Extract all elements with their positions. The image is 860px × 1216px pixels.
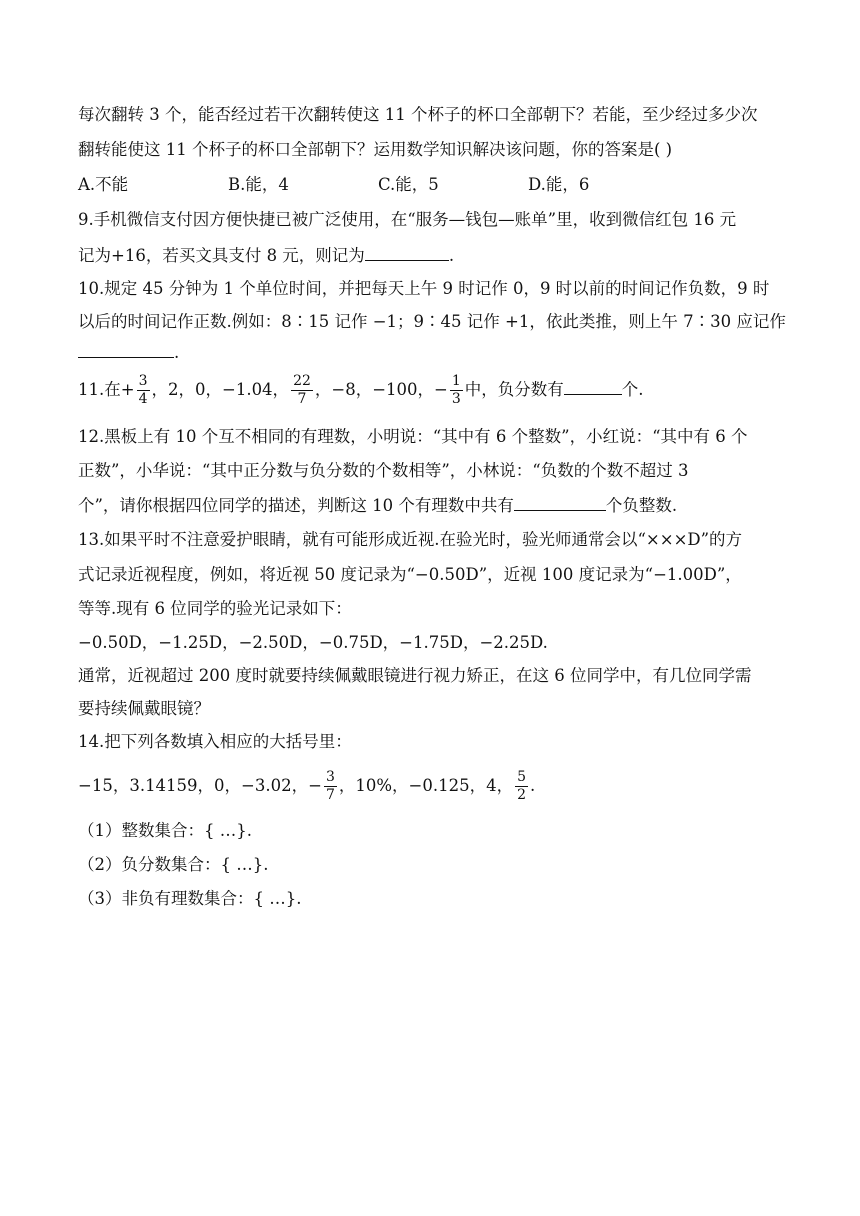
- q13-line-2: 式记录近视程度，例如，将近视 50 度记录为“−0.50D”，近视 100 度记录为“−1.00D”，: [78, 565, 742, 584]
- answer-blank: [514, 494, 606, 511]
- fraction-denominator: 3: [451, 391, 461, 407]
- fraction-numerator: 22: [293, 373, 311, 389]
- q11-suffix-end: 个.: [621, 380, 644, 399]
- fraction-5-2: [515, 769, 528, 804]
- q11-frac3-sign: −: [434, 380, 448, 399]
- q13-line-6: 要持续佩戴眼镜？: [78, 699, 210, 718]
- q8-line-1: 每次翻转 3 个，能否经过若干次翻转使这 11 个杯子的杯口全部朝下？若能，至少经过多少次: [78, 105, 758, 124]
- q13-line-5: 通常，近视超过 200 度时就要持续佩戴眼镜进行视力矫正，在这 6 位同学中，有几位同学需: [78, 666, 752, 685]
- integer-set-line: （1）整数集合：{ …}.: [78, 821, 252, 840]
- fraction-denominator: 7: [291, 390, 313, 408]
- q8-options: [78, 174, 589, 196]
- q14-frac1-sign: −: [308, 776, 322, 795]
- option-c: C.能，5: [378, 175, 439, 194]
- q11-frac1-sign: +: [120, 380, 135, 399]
- answer-blank: [365, 244, 449, 261]
- q12-line-2: 正数”，小华说：“其中正分数与负分数的个数相等”，小林说：“负数的个数不超过 3: [78, 461, 689, 480]
- fraction-numerator: 5: [517, 769, 527, 785]
- nonnegative-rational-set-line: （3）非负有理数集合：{ …}.: [78, 889, 302, 908]
- q8-line-2: 翻转能使这 11 个杯子的杯口全部朝下？运用数学知识解决该问题，你的答案是( ): [78, 140, 673, 159]
- fraction-denominator: 2: [517, 787, 527, 803]
- q12-line-3-end: 个负整数.: [605, 496, 678, 515]
- q12-line-3: [78, 494, 677, 517]
- fraction-numerator: 3: [138, 373, 148, 389]
- q10-period: .: [174, 343, 180, 362]
- q14-nums-b: ，10%，−0.125，4，: [338, 776, 514, 795]
- option-b: B.能，4: [228, 175, 289, 194]
- option-d: D.能，6: [528, 175, 590, 194]
- q11-prefix: 11.在: [78, 380, 121, 399]
- fraction-22-7: [291, 373, 313, 408]
- answer-blank: [564, 378, 622, 395]
- q13-records: −0.50D，−1.25D，−2.50D，−0.75D，−1.75D，−2.25D.: [78, 633, 548, 652]
- fraction-3-7: [324, 769, 337, 804]
- q10-line-3: [78, 341, 179, 364]
- q14-line-1: 14.把下列各数填入相应的大括号里：: [78, 732, 352, 751]
- fraction-numerator: 3: [325, 769, 335, 785]
- q11-suffix: 中，负分数有: [464, 380, 564, 399]
- q9-line-2-text: 记为+16，若买文具支付 8 元，则记为: [78, 246, 365, 265]
- q13-line-1: 13.如果平时不注意爱护眼睛，就有可能形成近视.在验光时，验光师通常会以“×××D”的方: [78, 530, 743, 549]
- q9-line-1: 9.手机微信支付因方便快捷已被广泛使用，在“服务—钱包—账单”里，收到微信红包 16 元: [78, 210, 737, 229]
- q13-line-3: 等等.现有 6 位同学的验光记录如下：: [78, 599, 352, 618]
- q9-period: .: [448, 246, 455, 265]
- q11-mid-1: ，2，0，−1.04，: [151, 380, 290, 399]
- q10-line-1: 10.规定 45 分钟为 1 个单位时间，并把每天上午 9 时记作 0，9 时以前的时间记作负数，9 时: [78, 279, 770, 298]
- answer-blank: [78, 341, 174, 358]
- q14-nums-end: .: [530, 776, 536, 795]
- q11-line: [78, 368, 644, 412]
- fraction-denominator: 7: [325, 787, 335, 803]
- fraction-3-4: [137, 373, 150, 408]
- q14-numbers: [78, 764, 535, 808]
- negative-fraction-set-line: （2）负分数集合：{ …}.: [78, 855, 269, 874]
- q10-line-2: 以后的时间记作正数.例如：8∶15 记作 −1；9∶45 记作 +1，依此类推，则上午 7∶30 应记作: [78, 312, 786, 331]
- fraction-numerator: 1: [451, 373, 461, 389]
- q11-mid-2: ，−8，−100，: [314, 380, 435, 399]
- fraction-denominator: 4: [138, 391, 148, 407]
- fraction-1-3: [450, 373, 463, 408]
- q14-nums-a: −15，3.14159，0，−3.02，: [78, 776, 309, 795]
- q12-line-3-text: 个”，请你根据四位同学的描述，判断这 10 个有理数中共有: [78, 496, 514, 515]
- q9-line-2: [78, 244, 454, 267]
- option-a: A.不能: [78, 175, 129, 194]
- q12-line-1: 12.黑板上有 10 个互不相同的有理数，小明说：“其中有 6 个整数”，小红说：“其中有 6 个: [78, 427, 748, 446]
